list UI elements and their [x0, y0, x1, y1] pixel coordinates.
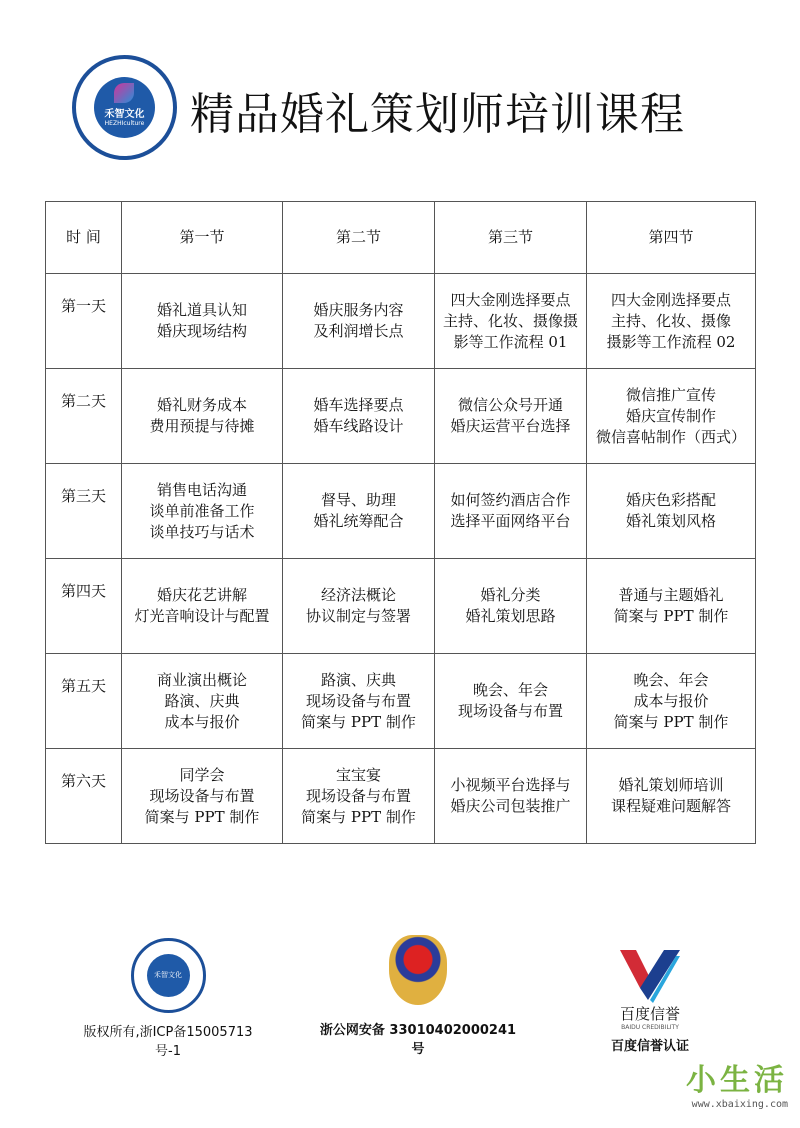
- copyright-block: [78, 938, 258, 1059]
- course-line: 影等工作流程 01: [453, 332, 568, 351]
- course-line: 婚庆运营平台选择: [450, 417, 571, 435]
- course-line: 成本与报价: [633, 691, 709, 710]
- course-line: 微信喜帖制作（西式）: [595, 427, 746, 446]
- course-line: 婚礼策划师培训: [618, 776, 724, 794]
- course-line: 路演、庆典: [320, 670, 396, 689]
- course-line: 小视频平台选择与: [450, 776, 571, 794]
- course-line: 现场设备与布置: [305, 786, 411, 805]
- course-line: 谈单技巧与话术: [149, 522, 255, 541]
- course-line: 灯光音响设计与配置: [134, 607, 270, 625]
- course-cell: [122, 274, 283, 369]
- course-cell: [587, 654, 756, 749]
- course-cell: [587, 274, 756, 369]
- day-cell: 第一天: [46, 274, 122, 369]
- course-line: 课程疑难问题解答: [610, 797, 731, 815]
- watermark-url: www.xbaixing.com: [691, 1099, 788, 1110]
- police-block: [318, 935, 518, 1057]
- course-cell: [283, 559, 435, 654]
- course-cell: [587, 749, 756, 844]
- course-line: 婚庆现场结构: [156, 322, 247, 340]
- course-line: 微信公众号开通: [457, 396, 563, 414]
- course-line: 婚庆花艺讲解: [156, 586, 247, 604]
- day-cell: 第二天: [46, 369, 122, 464]
- course-line: 谈单前准备工作: [149, 501, 255, 520]
- column-header: 第四节: [587, 202, 756, 274]
- day-cell: 第四天: [46, 559, 122, 654]
- course-line: 婚车线路设计: [313, 417, 404, 435]
- watermark: [686, 1055, 788, 1110]
- course-line: 费用预提与待摊: [149, 417, 255, 435]
- course-line: 晚会、年会: [472, 681, 548, 699]
- column-header: 第一节: [122, 202, 283, 274]
- course-line: 婚礼道具认知: [156, 301, 247, 319]
- course-line: 摄影等工作流程 02: [606, 332, 736, 351]
- table-row: [46, 749, 756, 844]
- course-cell: [435, 749, 587, 844]
- course-cell: [122, 464, 283, 559]
- course-line: 主持、化妆、摄像: [610, 311, 731, 330]
- course-cell: [435, 654, 587, 749]
- police-emblem-icon: [389, 935, 447, 1005]
- course-cell: [435, 369, 587, 464]
- course-cell: [587, 559, 756, 654]
- course-line: 协议制定与签署: [305, 607, 411, 625]
- course-line: 婚礼财务成本: [156, 396, 247, 414]
- course-line: 简案与 PPT 制作: [613, 712, 729, 731]
- hezhi-seal-logo: 禾智文化: [131, 938, 206, 1013]
- page-title: 精品婚礼策划师培训课程: [190, 89, 685, 140]
- course-line: 同学会: [179, 765, 225, 784]
- course-cell: [435, 559, 587, 654]
- course-table: [45, 201, 756, 844]
- course-line: 路演、庆典: [164, 691, 240, 710]
- course-cell: [587, 369, 756, 464]
- course-line: 婚庆色彩搭配: [625, 491, 716, 509]
- course-line: 婚庆公司包装推广: [450, 797, 571, 815]
- column-header: 第三节: [435, 202, 587, 274]
- column-header: 时 间: [46, 202, 122, 274]
- course-line: 四大金刚选择要点: [610, 290, 731, 309]
- table-row: [46, 654, 756, 749]
- course-line: 现场设备与布置: [305, 691, 411, 710]
- course-line: 宝宝宴: [335, 765, 381, 784]
- course-line: 商业演出概论: [156, 670, 247, 689]
- day-cell: 第六天: [46, 749, 122, 844]
- course-cell: [283, 369, 435, 464]
- course-line: 婚礼策划思路: [465, 607, 556, 625]
- course-cell: [283, 274, 435, 369]
- table-row: [46, 559, 756, 654]
- course-cell: [122, 654, 283, 749]
- course-line: 销售电话沟通: [156, 480, 247, 499]
- course-line: 四大金刚选择要点: [450, 290, 571, 309]
- course-line: 简案与 PPT 制作: [144, 807, 260, 826]
- course-line: 婚庆宣传制作: [625, 406, 716, 425]
- course-line: 简案与 PPT 制作: [613, 607, 729, 625]
- course-line: 婚礼统筹配合: [313, 512, 404, 530]
- course-cell: [435, 274, 587, 369]
- course-cell: [283, 654, 435, 749]
- course-line: 如何签约酒店合作: [450, 491, 571, 509]
- course-line: 简案与 PPT 制作: [301, 712, 416, 731]
- hezhi-logo: 禾智文化 HEZHIculture: [72, 55, 177, 160]
- column-header: 第二节: [283, 202, 435, 274]
- course-line: 经济法概论: [320, 586, 396, 604]
- course-cell: [587, 464, 756, 559]
- course-line: 主持、化妆、摄像摄: [442, 311, 578, 330]
- course-cell: [435, 464, 587, 559]
- table-row: [46, 274, 756, 369]
- course-line: 及利润增长点: [313, 322, 404, 340]
- course-line: 简案与 PPT 制作: [301, 807, 416, 826]
- course-line: 现场设备与布置: [457, 702, 563, 720]
- course-line: 普通与主题婚礼: [618, 586, 724, 604]
- baidu-v-logo-icon: [620, 948, 680, 1003]
- copyright-text: 版权所有,浙ICP备15005713号-1: [83, 1025, 253, 1059]
- watermark-text: 小生活: [686, 1063, 788, 1098]
- course-line: 微信推广宣传: [625, 385, 716, 404]
- course-cell: [283, 749, 435, 844]
- course-line: 婚庆服务内容: [313, 301, 404, 319]
- course-line: 婚礼分类: [480, 586, 541, 604]
- course-line: 督导、助理: [320, 491, 396, 509]
- course-line: 成本与报价: [164, 712, 240, 731]
- day-cell: 第三天: [46, 464, 122, 559]
- baidu-cert-text: 百度信誉认证: [610, 1039, 689, 1054]
- course-cell: [122, 749, 283, 844]
- course-line: 婚车选择要点: [313, 396, 404, 414]
- course-line: 晚会、年会: [633, 670, 709, 689]
- course-cell: [122, 559, 283, 654]
- baidu-block: [590, 948, 710, 1054]
- course-line: 婚礼策划风格: [625, 512, 716, 530]
- table-row: [46, 464, 756, 559]
- baidu-logo-text: 百度信誉: [619, 1005, 680, 1023]
- police-record-text: 浙公网安备 33010402000241号: [319, 1023, 517, 1057]
- course-cell: [122, 369, 283, 464]
- table-row: [46, 369, 756, 464]
- day-cell: 第五天: [46, 654, 122, 749]
- baidu-en-text: BAIDU CREDIBILITY: [621, 1024, 679, 1031]
- course-cell: [283, 464, 435, 559]
- course-line: 选择平面网络平台: [450, 512, 571, 530]
- course-line: 现场设备与布置: [149, 786, 255, 805]
